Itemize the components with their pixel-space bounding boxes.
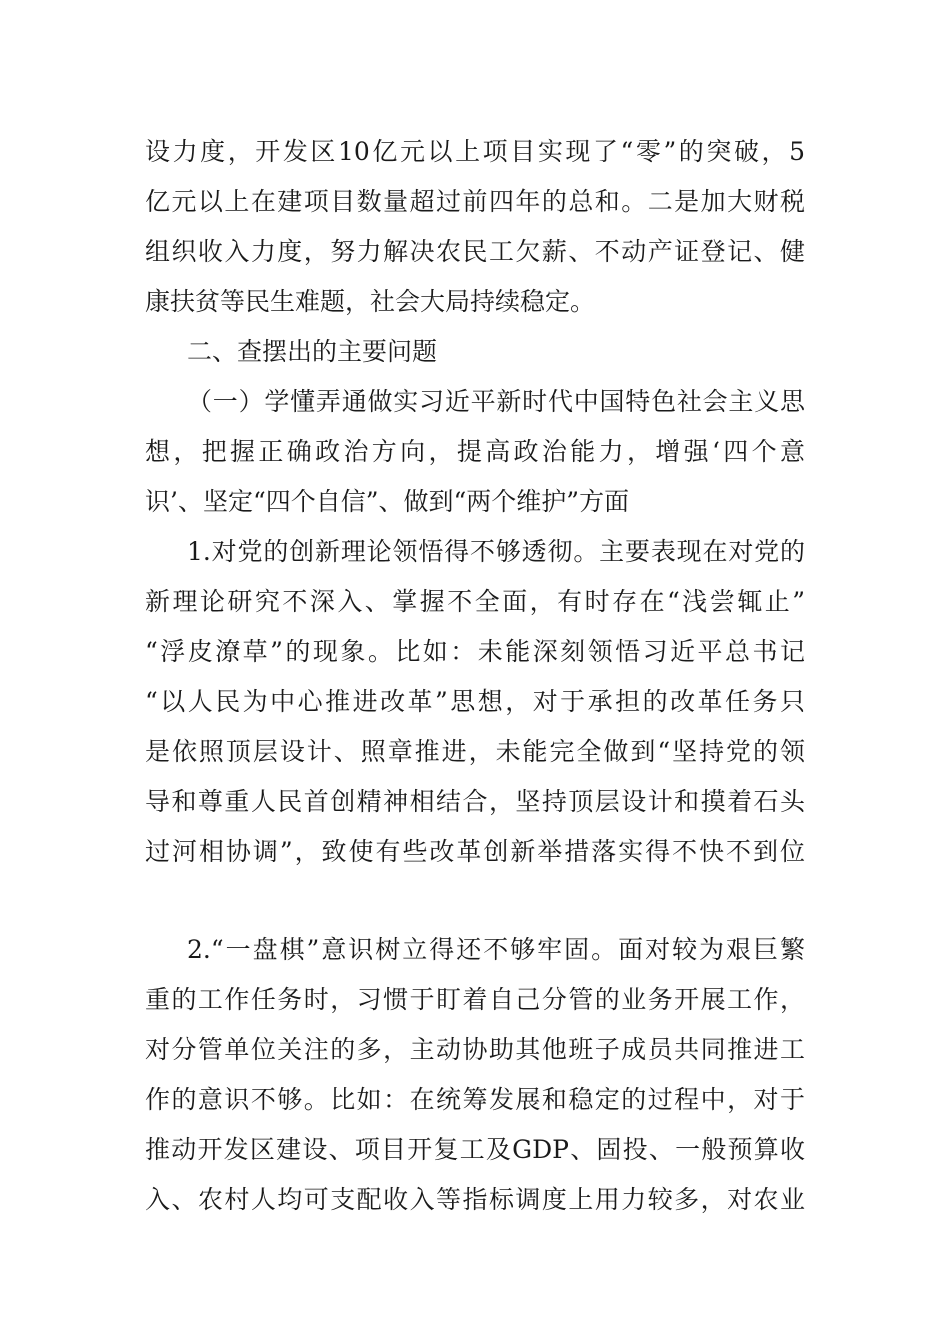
item-2-line: 2.“一盘棋”意识树立得还不够牢固。面对较为艰巨繁 bbox=[187, 935, 805, 964]
item-1-line: 1.对党的创新理论领悟得不够透彻。主要表现在对党的 bbox=[187, 537, 805, 566]
section-heading: 二、查摆出的主要问题 bbox=[187, 337, 438, 366]
item-1-line: 新理论研究不深入、掌握不全面，有时存在“浅尝辄止” bbox=[145, 587, 805, 616]
subsection-heading-line: 识’、坚定“四个自信”、做到“两个维护”方面 bbox=[145, 487, 630, 516]
item-1-line: 过河相协调”，致使有些改革创新举措落实得不快不到位 bbox=[145, 837, 805, 866]
text-line: 组织收入力度，努力解决农民工欠薪、不动产证登记、健 bbox=[145, 237, 805, 266]
item-1-line: “浮皮潦草”的现象。比如：未能深刻领悟习近平总书记 bbox=[145, 637, 805, 666]
subsection-heading-line: 想，把握正确政治方向，提高政治能力，增强‘四个意 bbox=[145, 437, 805, 466]
item-2-line: 重的工作任务时，习惯于盯着自己分管的业务开展工作， bbox=[145, 985, 805, 1014]
item-2-line: 入、农村人均可支配收入等指标调度上用力较多，对农业 bbox=[145, 1185, 805, 1214]
text-line: 康扶贫等民生难题，社会大局持续稳定。 bbox=[145, 287, 596, 316]
item-2-line: 对分管单位关注的多，主动协助其他班子成员共同推进工 bbox=[145, 1035, 805, 1064]
item-2-line: 推动开发区建设、项目开复工及GDP、固投、一般预算收 bbox=[145, 1135, 805, 1164]
item-1-line: 导和尊重人民首创精神相结合，坚持顶层设计和摸着石头 bbox=[145, 787, 805, 816]
text-line: 亿元以上在建项目数量超过前四年的总和。二是加大财税 bbox=[145, 187, 805, 216]
item-1-line: “以人民为中心推进改革”思想，对于承担的改革任务只 bbox=[145, 687, 805, 716]
text-line: 设力度，开发区10亿元以上项目实现了“零”的突破，5 bbox=[145, 137, 805, 166]
item-2-line: 作的意识不够。比如：在统筹发展和稳定的过程中，对于 bbox=[145, 1085, 805, 1114]
subsection-heading-line: （一）学懂弄通做实习近平新时代中国特色社会主义思 bbox=[187, 387, 805, 416]
item-1-line: 是依照顶层设计、照章推进，未能完全做到“坚持党的领 bbox=[145, 737, 805, 766]
